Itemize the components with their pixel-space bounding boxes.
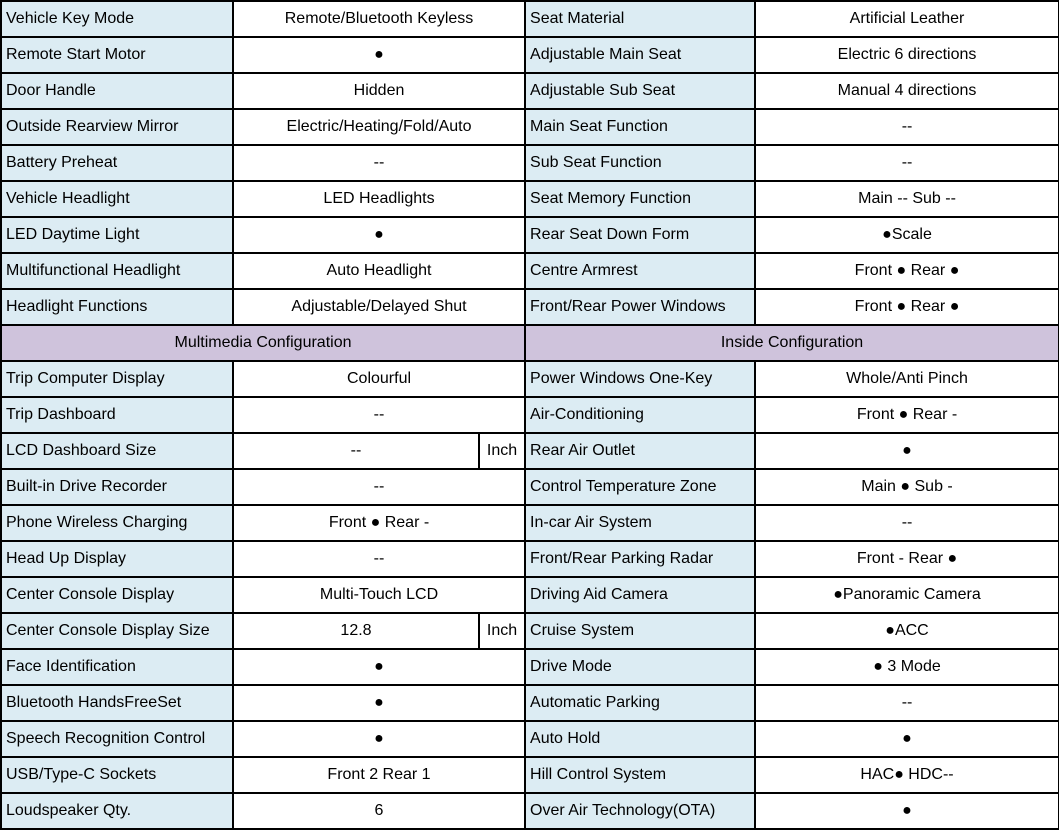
table-row (1, 217, 1059, 253)
spec-label: Seat Material (525, 1, 755, 37)
spec-label: Loudspeaker Qty. (1, 793, 233, 829)
spec-value: ● (755, 433, 1059, 469)
section-header-row (1, 325, 1059, 361)
spec-value: 12.8 (233, 613, 479, 649)
spec-value: ● (233, 649, 525, 685)
spec-label: Drive Mode (525, 649, 755, 685)
spec-label: Driving Aid Camera (525, 577, 755, 613)
table-row (1, 613, 1059, 649)
table-row (1, 577, 1059, 613)
spec-value: Main -- Sub -- (755, 181, 1059, 217)
spec-value: ●ACC (755, 613, 1059, 649)
spec-label: Automatic Parking (525, 685, 755, 721)
spec-label: Centre Armrest (525, 253, 755, 289)
spec-label: Door Handle (1, 73, 233, 109)
spec-label: Head Up Display (1, 541, 233, 577)
spec-label: Remote Start Motor (1, 37, 233, 73)
spec-value: Electric 6 directions (755, 37, 1059, 73)
spec-label: Air-Conditioning (525, 397, 755, 433)
spec-label: Front/Rear Parking Radar (525, 541, 755, 577)
spec-unit: Inch (479, 613, 525, 649)
spec-value: ● (233, 217, 525, 253)
spec-label: LED Daytime Light (1, 217, 233, 253)
spec-value: ● (755, 721, 1059, 757)
table-row (1, 505, 1059, 541)
table-row (1, 649, 1059, 685)
spec-value: Front ● Rear - (233, 505, 525, 541)
spec-value: Adjustable/Delayed Shut (233, 289, 525, 325)
spec-label: Outside Rearview Mirror (1, 109, 233, 145)
spec-value: -- (755, 145, 1059, 181)
spec-label: Main Seat Function (525, 109, 755, 145)
spec-value: HAC● HDC-- (755, 757, 1059, 793)
table-row (1, 361, 1059, 397)
spec-value: 6 (233, 793, 525, 829)
spec-label: Built-in Drive Recorder (1, 469, 233, 505)
spec-value: LED Headlights (233, 181, 525, 217)
spec-value: -- (233, 469, 525, 505)
table-row (1, 289, 1059, 325)
spec-label: Headlight Functions (1, 289, 233, 325)
spec-label: USB/Type-C Sockets (1, 757, 233, 793)
spec-label: Seat Memory Function (525, 181, 755, 217)
spec-label: Face Identification (1, 649, 233, 685)
spec-value: ●Scale (755, 217, 1059, 253)
spec-label: Adjustable Sub Seat (525, 73, 755, 109)
table-row (1, 109, 1059, 145)
table-row (1, 73, 1059, 109)
spec-table-body (1, 1, 1059, 829)
spec-value: Auto Headlight (233, 253, 525, 289)
spec-value: Front ● Rear - (755, 397, 1059, 433)
spec-label: Vehicle Headlight (1, 181, 233, 217)
table-row (1, 37, 1059, 73)
spec-label: Rear Air Outlet (525, 433, 755, 469)
spec-value: Front 2 Rear 1 (233, 757, 525, 793)
spec-label: Auto Hold (525, 721, 755, 757)
spec-value: Front - Rear ● (755, 541, 1059, 577)
spec-value: -- (755, 505, 1059, 541)
table-row (1, 757, 1059, 793)
spec-value: Electric/Heating/Fold/Auto (233, 109, 525, 145)
spec-label: Center Console Display (1, 577, 233, 613)
spec-value: ● (233, 721, 525, 757)
table-row (1, 181, 1059, 217)
spec-value: Whole/Anti Pinch (755, 361, 1059, 397)
spec-value: ● (233, 685, 525, 721)
spec-label: Trip Computer Display (1, 361, 233, 397)
table-row (1, 1, 1059, 37)
spec-value: -- (755, 109, 1059, 145)
spec-label: Adjustable Main Seat (525, 37, 755, 73)
spec-label: Speech Recognition Control (1, 721, 233, 757)
spec-label: LCD Dashboard Size (1, 433, 233, 469)
spec-label: Power Windows One-Key (525, 361, 755, 397)
spec-value: -- (233, 145, 525, 181)
table-row (1, 685, 1059, 721)
table-row (1, 253, 1059, 289)
spec-label: Center Console Display Size (1, 613, 233, 649)
spec-value: -- (233, 541, 525, 577)
spec-label: Over Air Technology(OTA) (525, 793, 755, 829)
spec-value: ●Panoramic Camera (755, 577, 1059, 613)
spec-value: ● (755, 793, 1059, 829)
spec-value: Manual 4 directions (755, 73, 1059, 109)
spec-value: -- (233, 397, 525, 433)
spec-value: Front ● Rear ● (755, 289, 1059, 325)
spec-unit: Inch (479, 433, 525, 469)
spec-value: ● (233, 37, 525, 73)
spec-label: Vehicle Key Mode (1, 1, 233, 37)
spec-value: Front ● Rear ● (755, 253, 1059, 289)
spec-value: Hidden (233, 73, 525, 109)
spec-label: Hill Control System (525, 757, 755, 793)
table-row (1, 541, 1059, 577)
spec-value: Colourful (233, 361, 525, 397)
spec-value: Multi-Touch LCD (233, 577, 525, 613)
table-row (1, 721, 1059, 757)
spec-label: Control Temperature Zone (525, 469, 755, 505)
spec-label: Battery Preheat (1, 145, 233, 181)
spec-label: Cruise System (525, 613, 755, 649)
table-row (1, 397, 1059, 433)
spec-value: -- (755, 685, 1059, 721)
spec-label: Bluetooth HandsFreeSet (1, 685, 233, 721)
spec-label: In-car Air System (525, 505, 755, 541)
section-header-inside: Inside Configuration (525, 325, 1059, 361)
table-row (1, 433, 1059, 469)
section-header-multimedia: Multimedia Configuration (1, 325, 525, 361)
table-row (1, 145, 1059, 181)
spec-value: Remote/Bluetooth Keyless (233, 1, 525, 37)
spec-label: Trip Dashboard (1, 397, 233, 433)
spec-value: -- (233, 433, 479, 469)
spec-label: Rear Seat Down Form (525, 217, 755, 253)
spec-label: Phone Wireless Charging (1, 505, 233, 541)
spec-label: Sub Seat Function (525, 145, 755, 181)
spec-label: Front/Rear Power Windows (525, 289, 755, 325)
table-row (1, 469, 1059, 505)
spec-value: Artificial Leather (755, 1, 1059, 37)
table-row (1, 793, 1059, 829)
spec-label: Multifunctional Headlight (1, 253, 233, 289)
spec-value: ● 3 Mode (755, 649, 1059, 685)
spec-value: Main ● Sub - (755, 469, 1059, 505)
